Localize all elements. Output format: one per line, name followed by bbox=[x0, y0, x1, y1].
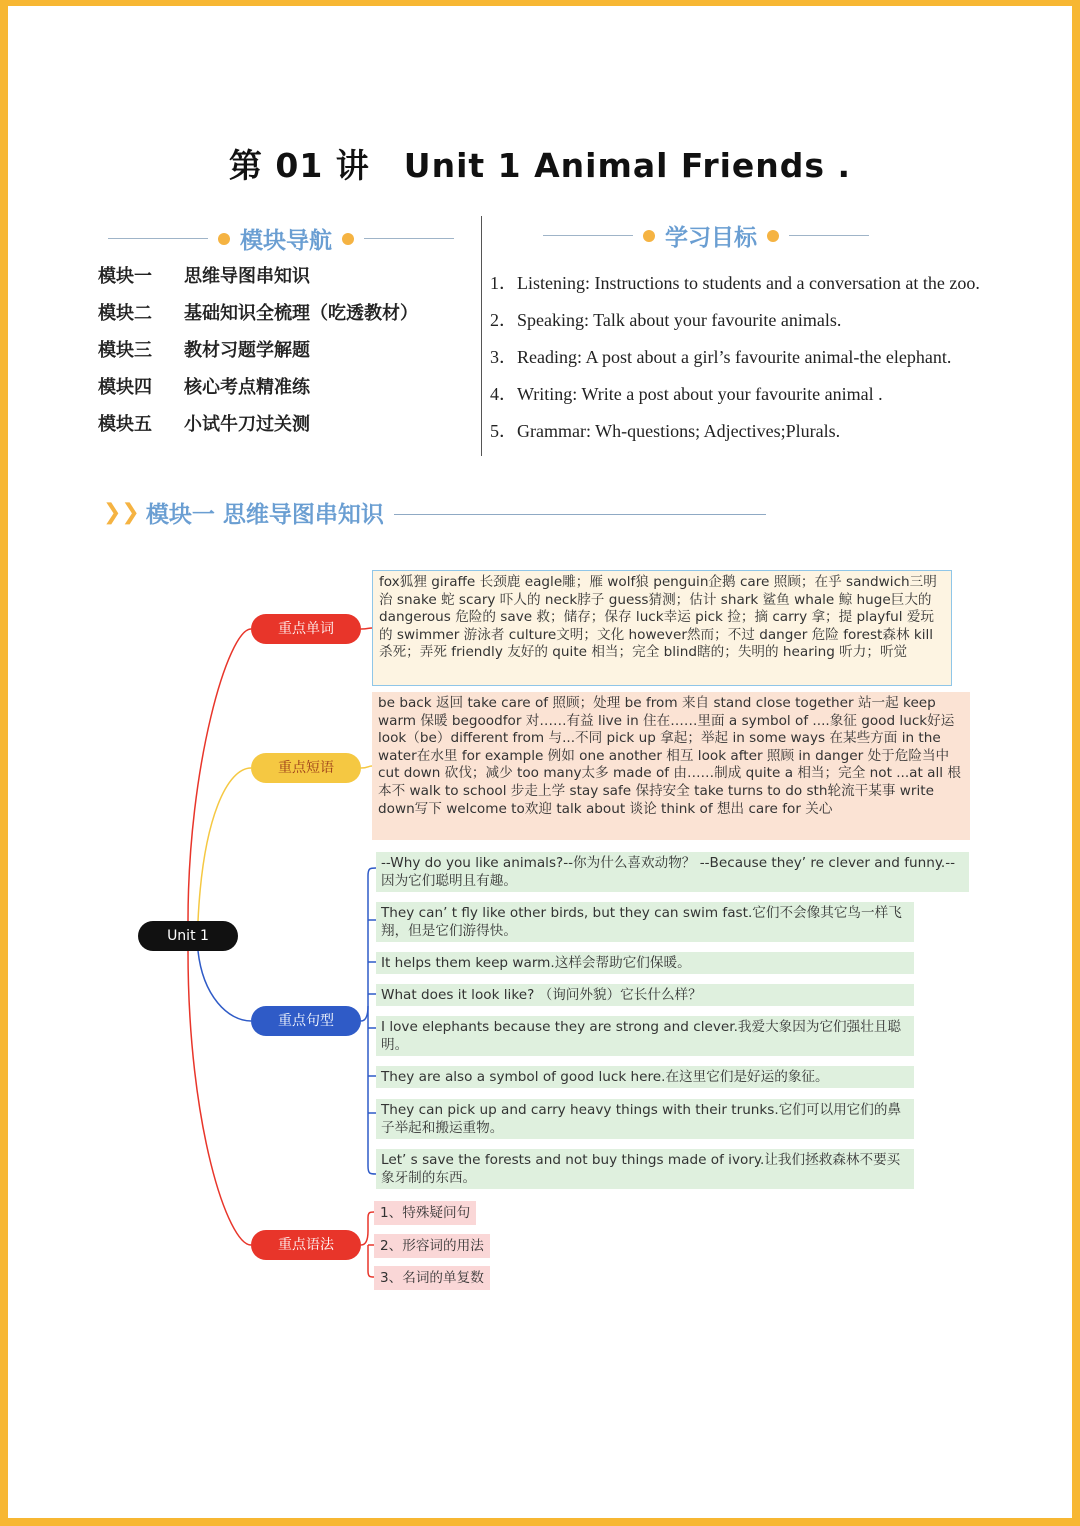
sentence-item: They can pick up and carry heavy things with their trunks.它们可以用它们的鼻子举起和搬运重物。 bbox=[376, 1099, 914, 1139]
words-box: fox狐狸 giraffe 长颈鹿 eagle雕；雁 wolf狼 penguin企鹅 care 照顾；在乎 sandwich三明治 snake 蛇 scary 吓人的 neck脖子 guess猜测；估计 shark 鲨鱼 whale 鲸 huge巨大的 dangerous 危险的 save 救；储存；保存 luck幸运 pick 捡；摘 carry 拿；提 playful 爱玩的 swimmer 游泳者 culture文明；文化 however然而；不过 danger 危险 forest森林 kill 杀死；弄死 friendly 友好的 quite 相当；完全 blind瞎的；失明的 hearing 听力；听觉 bbox=[372, 570, 952, 686]
page bbox=[8, 6, 1072, 1518]
nav-item[interactable]: 模块四 核心考点精准练 bbox=[98, 377, 310, 398]
nav-item[interactable]: 模块三 教材习题学解题 bbox=[98, 340, 310, 361]
nav-item[interactable]: 模块五 小试牛刀过关测 bbox=[98, 414, 310, 435]
nav-item[interactable]: 模块一 思维导图串知识 bbox=[98, 266, 310, 287]
mindmap-root[interactable]: Unit 1 bbox=[138, 921, 238, 951]
grammar-item: 1、特殊疑问句 bbox=[374, 1201, 476, 1225]
branch-sentences[interactable]: 重点句型 bbox=[251, 1006, 361, 1036]
goal-item: 3．Reading: A post about a girl’s favourite animal-the elephant. bbox=[490, 347, 952, 367]
branch-grammar[interactable]: 重点语法 bbox=[251, 1230, 361, 1260]
goal-item: 4．Writing: Write a post about your favourite animal . bbox=[490, 384, 883, 404]
phrases-box: be back 返回 take care of 照顾；处理 be from 来自 stand close together 站一起 keep warm 保暖 begoodfor 对……有益 live in 住在……里面 a symbol of ....象征 good luck好运 look（be）different from 与...不同 pick up 拿起；举起 in some ways 在某些方面 in the water在水里 for example 例如 one another 相互 look after 照顾 in danger 处于危险当中 cut down 砍伐；减少 too many太多 made of 由……制成 quite a 相当；完全 not ...at all 根本不 walk to school 步走上学 stay safe 保持安全 take turns to do sth轮流干某事 write down写下 welcome to欢迎 talk about 谈论 think of 想出 care for 关心 bbox=[372, 692, 970, 840]
sentence-item: --Why do you like animals?--你为什么喜欢动物？ --Because they’ re clever and funny.--因为它们聪明且有趣。 bbox=[376, 852, 969, 892]
goal-item: 1．Listening: Instructions to students and a conversation at the zoo. bbox=[490, 273, 980, 293]
sentence-item: Let’ s save the forests and not buy things made of ivory.让我们拯救森林不要买象牙制的东西。 bbox=[376, 1149, 914, 1189]
nav-heading: 模块导航 bbox=[108, 222, 454, 255]
sentence-item: It helps them keep warm.这样会帮助它们保暖。 bbox=[376, 952, 914, 974]
goal-item: 2．Speaking: Talk about your favourite animals. bbox=[490, 310, 842, 330]
sentence-item: What does it look like? （询问外貌）它长什么样？ bbox=[376, 984, 914, 1006]
nav-item[interactable]: 模块二 基础知识全梳理（吃透教材） bbox=[98, 303, 418, 324]
module1-heading: ❯❯ 模块一 思维导图串知识 bbox=[103, 496, 766, 529]
sentence-item: I love elephants because they are strong and clever.我爱大象因为它们强壮且聪明。 bbox=[376, 1016, 914, 1056]
branch-words[interactable]: 重点单词 bbox=[251, 614, 361, 644]
double-chevron-icon: ❯❯ bbox=[103, 500, 140, 525]
grammar-item: 3、名词的单复数 bbox=[374, 1266, 490, 1290]
goal-item: 5．Grammar: Wh-questions; Adjectives;Plurals. bbox=[490, 421, 841, 441]
sentence-item: They are also a symbol of good luck here.在这里它们是好运的象征。 bbox=[376, 1066, 914, 1088]
grammar-item: 2、形容词的用法 bbox=[374, 1234, 490, 1258]
goals-heading: 学习目标 bbox=[543, 219, 869, 252]
branch-phrases[interactable]: 重点短语 bbox=[251, 753, 361, 783]
unit-title: Unit 1 Animal Friends . bbox=[403, 146, 852, 185]
sentence-item: They can’ t fly like other birds, but they can swim fast.它们不会像其它鸟一样飞翔，但是它们游得快。 bbox=[376, 902, 914, 942]
lecture-number: 第 01 讲 bbox=[228, 146, 370, 185]
